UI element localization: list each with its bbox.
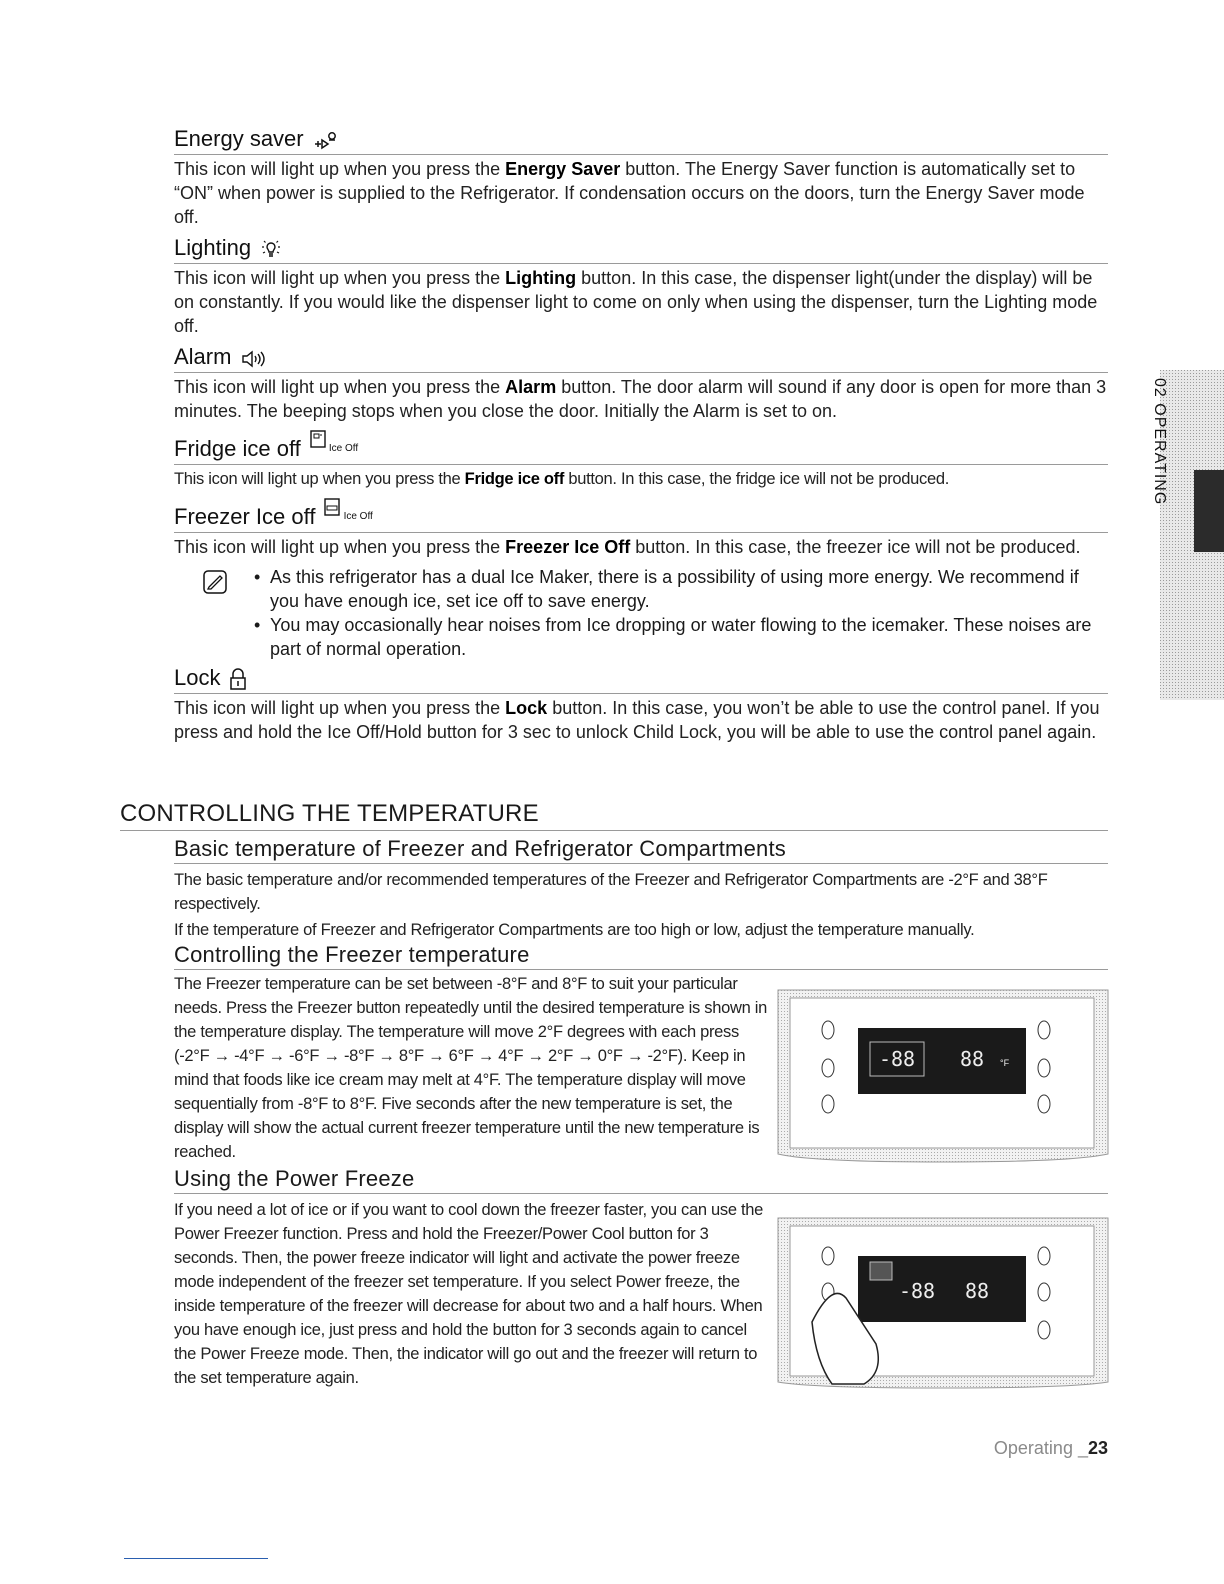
- alarm-text: This icon will light up when you press the Alarm button. The door alarm will sound if any door is open for more than 3 minutes. The beeping stops when you close the door. Initially the Alarm is set to on.: [174, 377, 1107, 421]
- controlling-heading: CONTROLLING THE TEMPERATURE: [120, 800, 1108, 831]
- power-freeze-panel-illustration: [772, 1212, 1114, 1392]
- freezer-ice-off-icon: [323, 497, 341, 519]
- lock-text: This icon will light up when you press the Lock button. In this case, you won’t be able to use the control panel. If you press and hold the Ice Off/Hold button for 3 sec to unlock Child Lock, you will be able to use the control panel again.: [174, 698, 1100, 742]
- freezer-ice-off-sub: Ice Off: [343, 511, 373, 522]
- alarm-title: Alarm: [174, 344, 1108, 373]
- basic-temperature-title: Basic temperature of Freezer and Refrigerator Compartments: [174, 836, 1108, 864]
- note-bullet: • You may occasionally hear noises from Ice dropping or water flowing to the icemaker. These noises are part of normal operation.: [254, 615, 1092, 659]
- lock-title: Lock: [174, 665, 1108, 694]
- lighting-icon: [259, 237, 283, 261]
- control-panel-illustration: [772, 984, 1114, 1166]
- fridge-display: 88: [959, 1047, 985, 1071]
- fridge-ice-off-sub: Ice Off: [328, 443, 359, 454]
- fridge-ice-off-icon: [309, 429, 327, 451]
- note-bullet: • As this refrigerator has a dual Ice Maker, there is a possibility of using more energy. We recommend if you have enough ice, set ice off to save energy.: [254, 567, 1079, 611]
- basic-temperature-p1: The basic temperature and/or recommended temperatures of the Freezer and Refrigerator Compartments are -2°F and 38°F respectively.: [174, 871, 1048, 913]
- fridge-ice-off-text: This icon will light up when you press the Fridge ice off button. In this case, the fridge ice will not be produced.: [174, 470, 950, 488]
- note-icon: [202, 569, 228, 595]
- footer-label: Operating _: [993, 1438, 1088, 1458]
- lock-icon: [228, 667, 248, 691]
- freezer-ice-off-title: Freezer Ice off Ice Off: [174, 497, 1108, 533]
- display-unit: °F: [1000, 1058, 1010, 1068]
- power-freeze-text: If you need a lot of ice or if you want to cool down the freezer faster, you can use the Power Freezer function. Press and hold the Freezer/Power Cool button for 3 seconds. Then, the power freeze indicator will light and activate the power freeze mode independent of the freezer set temperature. If you select Power freeze, the inside temperature of the freezer will decrease for about two and a half hours. When you have enough ice, just press and hold the button for 3 seconds again to cancel the Power Freeze mode. Then, the indicator will go out and the freezer will return to the set temperature again.: [174, 1201, 764, 1387]
- fridge-ice-off-title: Fridge ice off Ice Off: [174, 429, 1108, 465]
- fridge-display: 88: [964, 1279, 990, 1303]
- power-freeze-title: Using the Power Freeze: [174, 1166, 1108, 1194]
- energy-saver-icon: [312, 130, 338, 152]
- icon-descriptions: [174, 126, 1108, 750]
- page-number: 23: [1087, 1438, 1108, 1458]
- freezer-temperature-text: The Freezer temperature can be set between -8°F and 8°F to suit your particular needs. Press the Freezer button repeatedly until the desired temperature is shown in the temperature display. The temperature will move 2°F degrees with each press (-2°F → -4°F → -6°F → -8°F → 8°F → 6°F → 4°F → 2°F → 0°F → -2°F). Keep in mind that foods like ice cream may melt at 4°F. The temperature display will move sequentially from -8°F to 8°F. Five seconds after the new temperature is set, the display will show the actual current freezer temperature until the new temperature is reached.: [174, 975, 767, 1161]
- lighting-title: Lighting: [174, 235, 1108, 264]
- freezer-ice-off-text: This icon will light up when you press the Freezer Ice Off button. In this case, the freezer ice will not be produced.: [174, 537, 1081, 557]
- freezer-display: -88: [898, 1279, 936, 1303]
- page-footer: [994, 1438, 1108, 1459]
- freezer-temperature-title: Controlling the Freezer temperature: [174, 942, 1108, 970]
- side-tab-graphic: [1160, 370, 1224, 730]
- note-block: [174, 565, 1108, 661]
- basic-temperature-p2: If the temperature of Freezer and Refrigerator Compartments are too high or low, adjust the temperature manually.: [174, 921, 975, 939]
- freezer-display: -88: [878, 1047, 916, 1071]
- energy-saver-text: This icon will light up when you press the Energy Saver button. The Energy Saver function is automatically set to “ON” when power is supplied to the Refrigerator. If condensation occurs on the doors, turn the Energy Saver mode off.: [174, 159, 1085, 227]
- basic-temperature-section: [174, 836, 1108, 942]
- energy-saver-title: Energy saver: [174, 126, 1108, 155]
- footer-rule: [124, 1558, 268, 1559]
- lighting-text: This icon will light up when you press the Lighting button. In this case, the dispenser light(under the display) will be on constantly. If you would like the dispenser light to come on only when using the dispenser, turn the Lighting mode off.: [174, 268, 1098, 336]
- power-freeze-section: [174, 1166, 1108, 1194]
- freezer-temperature-section: [174, 942, 1108, 970]
- side-tab-label: 02 OPERATING: [1151, 378, 1168, 506]
- alarm-icon: [239, 348, 267, 370]
